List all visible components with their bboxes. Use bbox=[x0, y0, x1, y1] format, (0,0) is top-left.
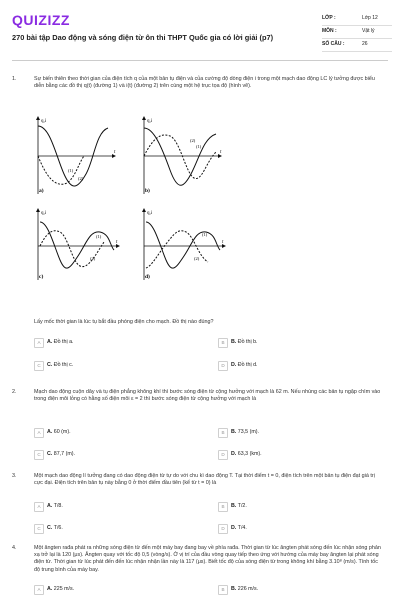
option-letter-box: A bbox=[34, 502, 44, 512]
option-key: D. bbox=[231, 451, 237, 457]
question-number: 4. bbox=[12, 545, 17, 551]
question-text: Một ăngten rađa phát ra những sóng điện từ đến một máy bay đang bay về phía rađa. Thời gian từ lúc ăngten phát sóng đến lúc nhận sóng phản xạ trở lại là 120 (μs). Ăngten quay với tốc độ 0,5 (vòng/s). Ở vị trí của đầu vòng quay tiếp theo ứng với hướng của máy bay ăngten lại phát sóng điện từ. Thời gian từ lúc phát đến đến lúc nhận nhận lần này là 117 (μs). Biết tốc độ của sóng điện từ trong không khí bằng 3.10⁸ (m/s). Tính tốc độ trung bình của máy bay. bbox=[34, 545, 381, 573]
graph-t-label: t bbox=[220, 150, 222, 155]
option-letter-box: A bbox=[34, 338, 44, 348]
option-text: Đồ thị d. bbox=[237, 362, 258, 368]
option-text: 63,3 (km). bbox=[237, 451, 262, 457]
question-prompt: Lấy mốc thời gian là lúc tụ bắt đầu phóng điện cho mạch. Đồ thị nào đúng? bbox=[34, 319, 214, 325]
option-letter-box: C bbox=[34, 450, 44, 460]
option-letter-box: A bbox=[34, 428, 44, 438]
graph-axis-label: q,i bbox=[41, 211, 47, 216]
curve-1-label: (1) bbox=[202, 232, 208, 237]
graph-b bbox=[144, 118, 222, 194]
graph-axis-label: q,i bbox=[41, 119, 47, 124]
meta-key: SỐ CÂU : bbox=[322, 41, 345, 47]
option-key: B. bbox=[231, 503, 237, 509]
curve-2-label: (2) bbox=[194, 256, 200, 261]
graph-t-label: t bbox=[114, 150, 116, 155]
graph-label: b) bbox=[145, 188, 150, 194]
meta-value: 26 bbox=[362, 41, 368, 47]
question-number: 1. bbox=[12, 76, 17, 82]
question-text: Một mạch dao động lí tưởng đang có dao động điện từ tự do với chu kì dao động T. Tại thời điểm t = 0, điện tích trên một bản tụ điện đạt giá trị cực đại. Điện tích trên bản tụ này bằng 0 ở thời điểm đầu tiên (kể từ t = 0) là bbox=[34, 473, 375, 487]
option-text: Đồ thị b. bbox=[237, 339, 258, 345]
graph-t-label: t bbox=[116, 240, 118, 245]
curve-2-label: (2) bbox=[90, 256, 96, 261]
graph-axis-label: q,i bbox=[147, 119, 153, 124]
graph-label: c) bbox=[39, 274, 44, 280]
curve-2-label: (2) bbox=[78, 176, 84, 181]
option-text: 226 m/s. bbox=[237, 586, 259, 592]
graph-t-label: t bbox=[222, 240, 224, 245]
option-letter-box: A bbox=[34, 585, 44, 595]
curve-1-label: (1) bbox=[96, 234, 102, 239]
option-letter-box: B bbox=[218, 338, 228, 348]
graph-c bbox=[38, 210, 118, 280]
option-text: T/6. bbox=[53, 525, 63, 531]
option-letter-box: C bbox=[34, 524, 44, 534]
option-key: B. bbox=[231, 429, 237, 435]
question-text: Mạch dao động cuộn dây và tụ điện phẳng không khí thì bước sóng điện từ cộng hưởng với mạch là 62 m. Nếu nhúng các bản tụ ngập chìm vào trong điện môi lỏng có hằng số điện môi ε = 2 thì bước sóng điện từ cộng hưởng với mạch là bbox=[34, 389, 381, 403]
option-text: T/8. bbox=[53, 503, 63, 509]
option-letter-box: B bbox=[218, 428, 228, 438]
option-key: A. bbox=[47, 586, 53, 592]
option-text: T/2. bbox=[237, 503, 247, 509]
document-title: 270 bài tập Dao động và sóng điện từ ôn thi THPT Quốc gia có lời giải (p7) bbox=[12, 33, 274, 42]
option-letter-box: D bbox=[218, 450, 228, 460]
option-text: 60 (m). bbox=[53, 429, 71, 435]
option-key: A. bbox=[47, 429, 53, 435]
graph-label: a) bbox=[39, 188, 44, 194]
graph-axis-label: q,i bbox=[147, 211, 153, 216]
option-key: A. bbox=[47, 339, 53, 345]
option-key: D. bbox=[231, 525, 237, 531]
graph-a bbox=[38, 118, 116, 194]
question-number: 3. bbox=[12, 473, 17, 479]
option-key: B. bbox=[231, 339, 237, 345]
curve-1-label: (1) bbox=[68, 168, 74, 173]
option-text: Đồ thị c. bbox=[53, 362, 74, 368]
option-key: A. bbox=[47, 503, 53, 509]
option-letter-box: B bbox=[218, 585, 228, 595]
curve-1-label: (1) bbox=[196, 144, 202, 149]
meta-value: Vật lý bbox=[362, 28, 375, 34]
meta-key: LỚP : bbox=[322, 15, 336, 21]
option-text: Đồ thị a. bbox=[53, 339, 74, 345]
meta-key: MÔN : bbox=[322, 28, 337, 34]
graph-label: d) bbox=[145, 274, 150, 280]
option-key: B. bbox=[231, 586, 237, 592]
option-key: C. bbox=[47, 525, 53, 531]
option-key: D. bbox=[231, 362, 237, 368]
option-text: 225 m/s. bbox=[53, 586, 75, 592]
graph-d bbox=[144, 210, 224, 280]
option-text: T/4. bbox=[237, 525, 247, 531]
option-letter-box: D bbox=[218, 361, 228, 371]
curve-2-label: (2) bbox=[190, 138, 196, 143]
option-key: C. bbox=[47, 451, 53, 457]
meta-value: Lớp 12 bbox=[362, 15, 378, 21]
option-text: 87,7 (m). bbox=[53, 451, 75, 457]
option-key: C. bbox=[47, 362, 53, 368]
quizizz-logo: QUIZIZZ bbox=[12, 12, 70, 28]
option-letter-box: B bbox=[218, 502, 228, 512]
option-text: 73,5 (m). bbox=[237, 429, 259, 435]
question-text: Sự biến thiên theo thời gian của điện tích q của một bản tụ điện và của cường độ dòng điện i trong một mạch dao động LC lý tưởng được biểu diễn bằng các đồ thị q(t) (đường 1) và i(t) (đường 2) trên cùng một hệ trục tọa độ (hình vẽ). bbox=[34, 76, 375, 90]
option-letter-box: D bbox=[218, 524, 228, 534]
question-number: 2. bbox=[12, 389, 17, 395]
option-letter-box: C bbox=[34, 361, 44, 371]
